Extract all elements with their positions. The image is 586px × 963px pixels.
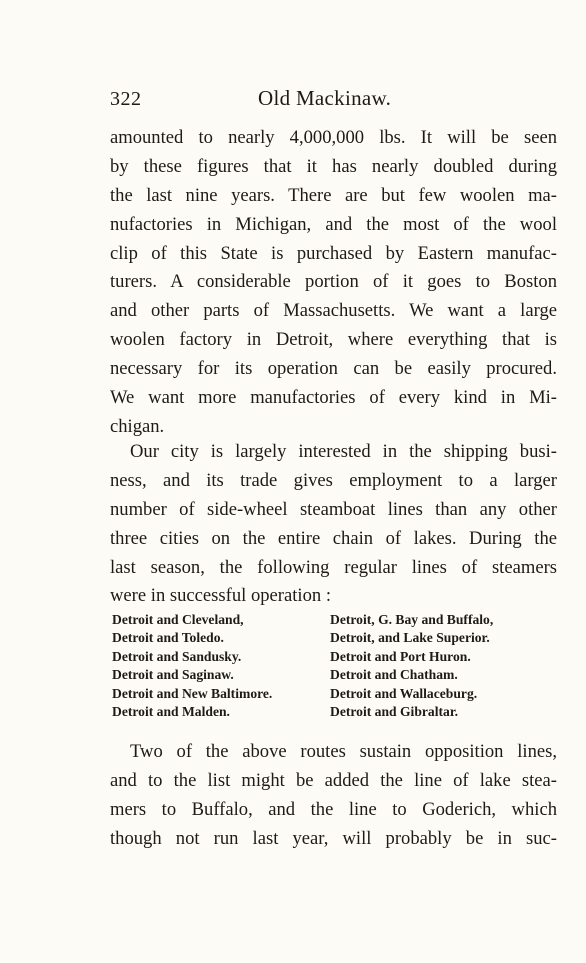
text-line: and other parts of Massachusetts. We want a large bbox=[110, 300, 557, 322]
route-entry: Detroit and Port Huron. bbox=[330, 648, 471, 664]
text-line: and to the list might be added the line of lake stea- bbox=[110, 769, 557, 791]
route-row bbox=[112, 648, 558, 666]
text-line: nufactories in Michigan, and the most of the wool bbox=[110, 213, 557, 235]
route-row bbox=[112, 703, 558, 721]
text-line: number of side-wheel steamboat lines than any other bbox=[110, 498, 557, 520]
route-entry: Detroit and Malden. bbox=[112, 703, 230, 719]
text-line: three cities on the entire chain of lakes. During the bbox=[110, 527, 557, 549]
route-entry: Detroit and Saginaw. bbox=[112, 667, 234, 683]
route-entry: Detroit and Gibraltar. bbox=[330, 703, 459, 719]
steamer-routes-list bbox=[112, 611, 558, 721]
text-line: Our city is largely interested in the shipping busi- bbox=[130, 441, 557, 462]
route-entry: Detroit and Wallaceburg. bbox=[330, 685, 478, 701]
page-header bbox=[110, 86, 556, 116]
route-entry: Detroit and New Baltimore. bbox=[112, 685, 273, 701]
text-line: turers. A considerable portion of it goes to Boston bbox=[110, 271, 557, 293]
text-line: last season, the following regular lines of steamers bbox=[110, 556, 557, 578]
text-line: necessary for its operation can be easily procured. bbox=[110, 358, 557, 380]
text-line: the last nine years. There are but few woolen ma- bbox=[110, 184, 557, 206]
route-entry: Detroit and Chatham. bbox=[330, 667, 458, 683]
text-line: by these figures that it has nearly doubled during bbox=[110, 155, 557, 177]
text-line: were in successful operation : bbox=[110, 585, 331, 607]
text-line: ness, and its trade gives employment to a larger bbox=[110, 469, 557, 491]
text-line: mers to Buffalo, and the line to Goderich, which bbox=[110, 798, 557, 820]
text-line: woolen factory in Detroit, where everything that is bbox=[110, 329, 557, 351]
page-number: 322 bbox=[110, 88, 142, 110]
paragraph-wool-production bbox=[110, 124, 557, 442]
text-line: Two of the above routes sustain opposition lines, bbox=[130, 741, 557, 762]
text-line: chigan. bbox=[110, 415, 165, 437]
text-line: though not run last year, will probably be in suc- bbox=[110, 827, 557, 849]
route-entry: Detroit and Sandusky. bbox=[112, 648, 242, 664]
route-row bbox=[112, 666, 558, 684]
route-entry: Detroit, G. Bay and Buffalo, bbox=[330, 612, 494, 627]
route-row bbox=[112, 629, 558, 647]
paragraph-opposition-lines bbox=[110, 738, 557, 854]
route-entry: Detroit and Cleveland, bbox=[112, 612, 244, 627]
paragraph-shipping bbox=[110, 438, 557, 611]
route-row bbox=[112, 685, 558, 703]
route-entry: Detroit, and Lake Superior. bbox=[330, 630, 490, 646]
running-title: Old Mackinaw. bbox=[258, 86, 392, 110]
text-line: clip of this State is purchased by Eastern manufac- bbox=[110, 242, 557, 264]
text-line: amounted to nearly 4,000,000 lbs. It will be seen bbox=[110, 127, 557, 148]
route-row bbox=[112, 611, 558, 629]
text-line: We want more manufactories of every kind in Mi- bbox=[110, 387, 557, 409]
route-entry: Detroit and Toledo. bbox=[112, 630, 224, 646]
